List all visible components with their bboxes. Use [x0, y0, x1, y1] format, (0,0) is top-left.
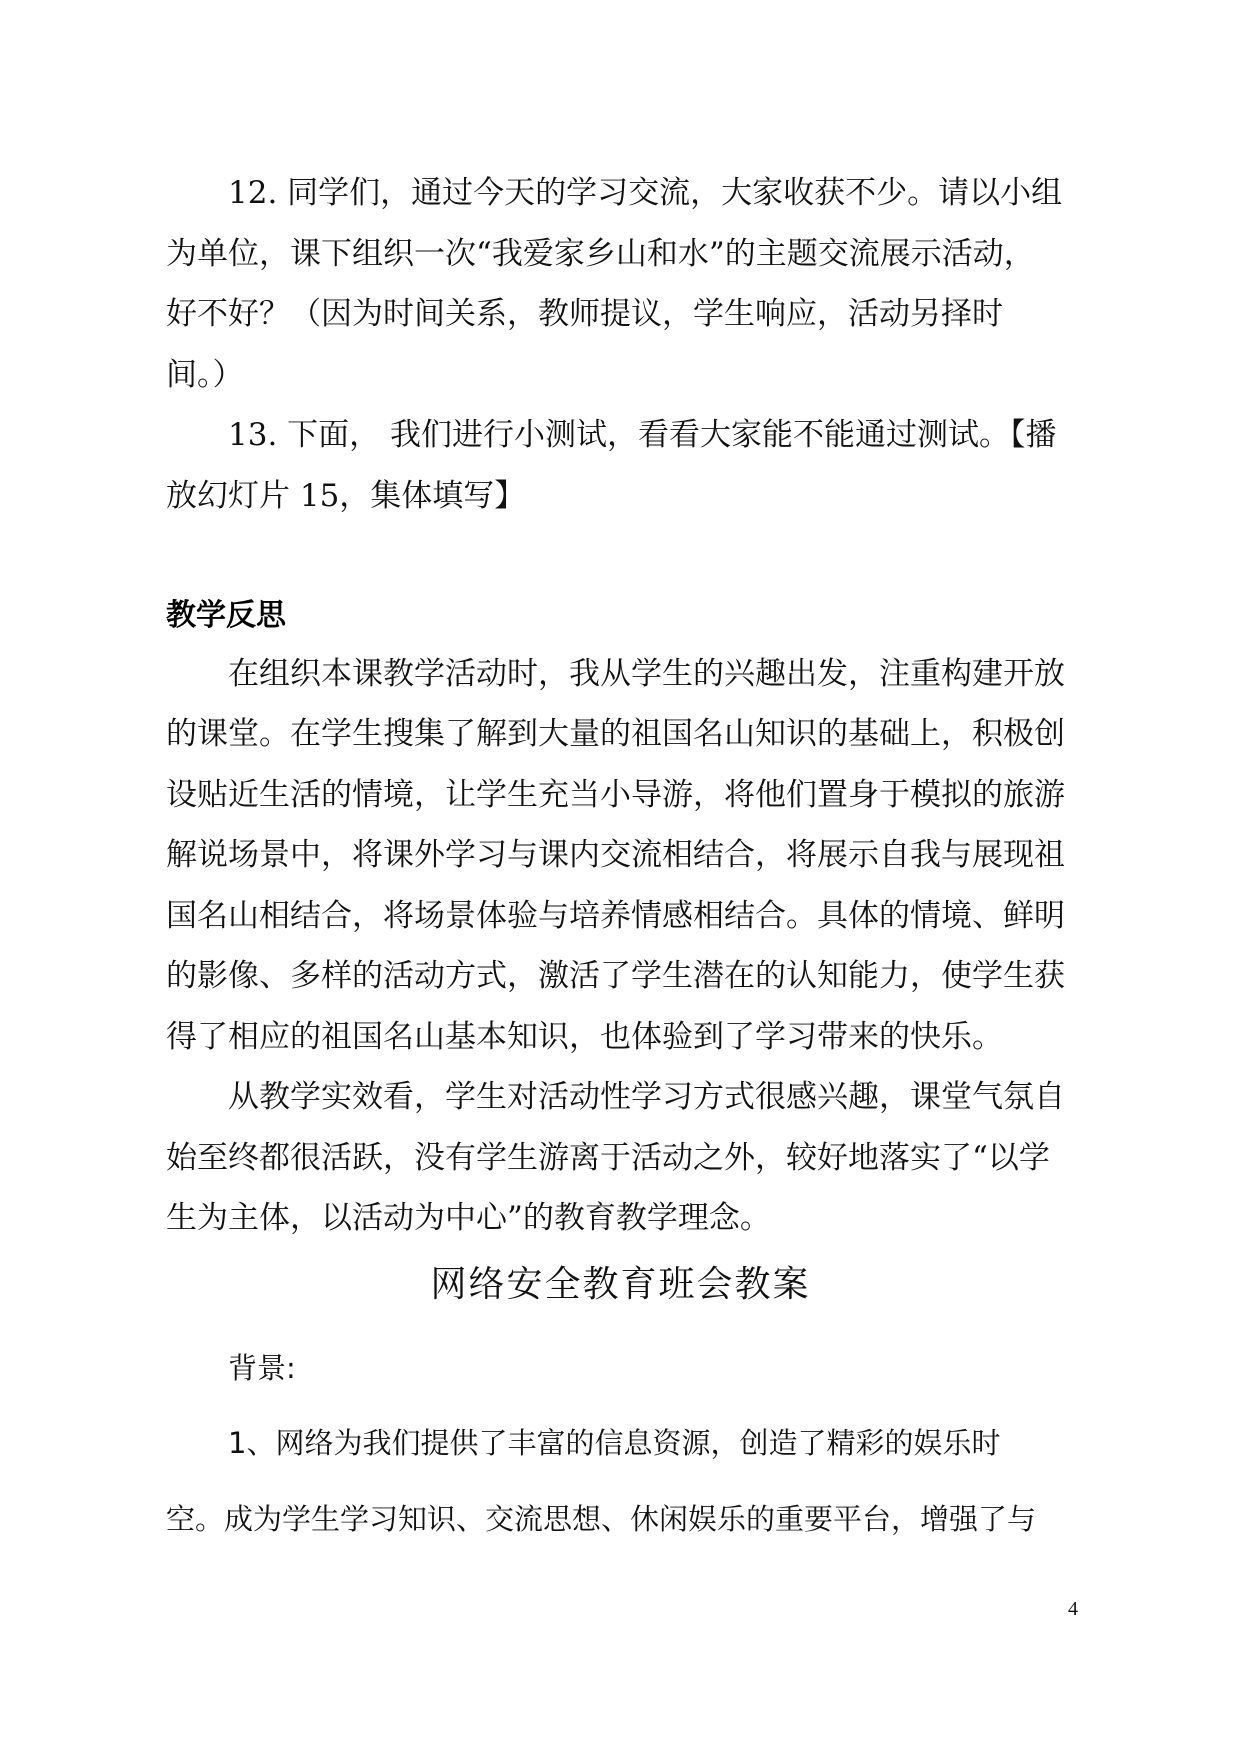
document-title: 网络安全教育班会教案	[430, 1264, 811, 1305]
reflection-line-7: 得了相应的祖国名山基本知识，也体验到了学习带来的快乐。	[166, 1019, 1003, 1055]
background-label: 背景:	[228, 1351, 296, 1385]
reflection-line-2: 的课堂。在学生搜集了解到大量的祖国名山知识的基础上，积极创	[166, 716, 1065, 752]
section-heading-reflection: 教学反思	[166, 598, 286, 633]
background-line-1: 1、网络为我们提供了丰富的信息资源，创造了精彩的娱乐时	[228, 1426, 1001, 1460]
reflection-line-3: 设贴近生活的情境，让学生充当小导游，将他们置身于模拟的旅游	[166, 777, 1065, 813]
item-12-line-1: 12. 同学们，通过今天的学习交流，大家收获不少。请以小组	[228, 175, 1063, 211]
reflection-line-5: 国名山相结合，将场景体验与培养情感相结合。具体的情境、鲜明	[166, 898, 1065, 934]
item-13-line-1: 13. 下面， 我们进行小测试，看看大家能不能通过测试。【播	[228, 417, 1057, 453]
item-12-line-2: 为单位，课下组织一次“我爱家乡山和水”的主题交流展示活动，	[166, 236, 1035, 272]
reflection-line-9: 始至终都很活跃，没有学生游离于活动之外，较好地落实了“以学	[166, 1140, 1050, 1176]
reflection-line-4: 解说场景中，将课外学习与课内交流相结合，将展示自我与展现祖	[166, 837, 1065, 873]
background-line-2: 空。成为学生学习知识、交流思想、休闲娱乐的重要平台，增强了与	[166, 1502, 1037, 1536]
page-number: 4	[1068, 1598, 1078, 1620]
reflection-line-8: 从教学实效看，学生对活动性学习方式很感兴趣，课堂气氛自	[228, 1079, 1065, 1115]
item-12-line-4: 间。）	[166, 357, 244, 393]
reflection-line-10: 生为主体，以活动为中心”的教育教学理念。	[166, 1200, 771, 1236]
item-12-line-3: 好不好？（因为时间关系，教师提议，学生响应，活动另择时	[166, 296, 1003, 332]
reflection-line-1: 在组织本课教学活动时，我从学生的兴趣出发，注重构建开放	[228, 656, 1065, 692]
reflection-line-6: 的影像、多样的活动方式，激活了学生潜在的认知能力，使学生获	[166, 958, 1065, 994]
item-13-line-2: 放幻灯片 15，集体填写】	[166, 478, 526, 514]
